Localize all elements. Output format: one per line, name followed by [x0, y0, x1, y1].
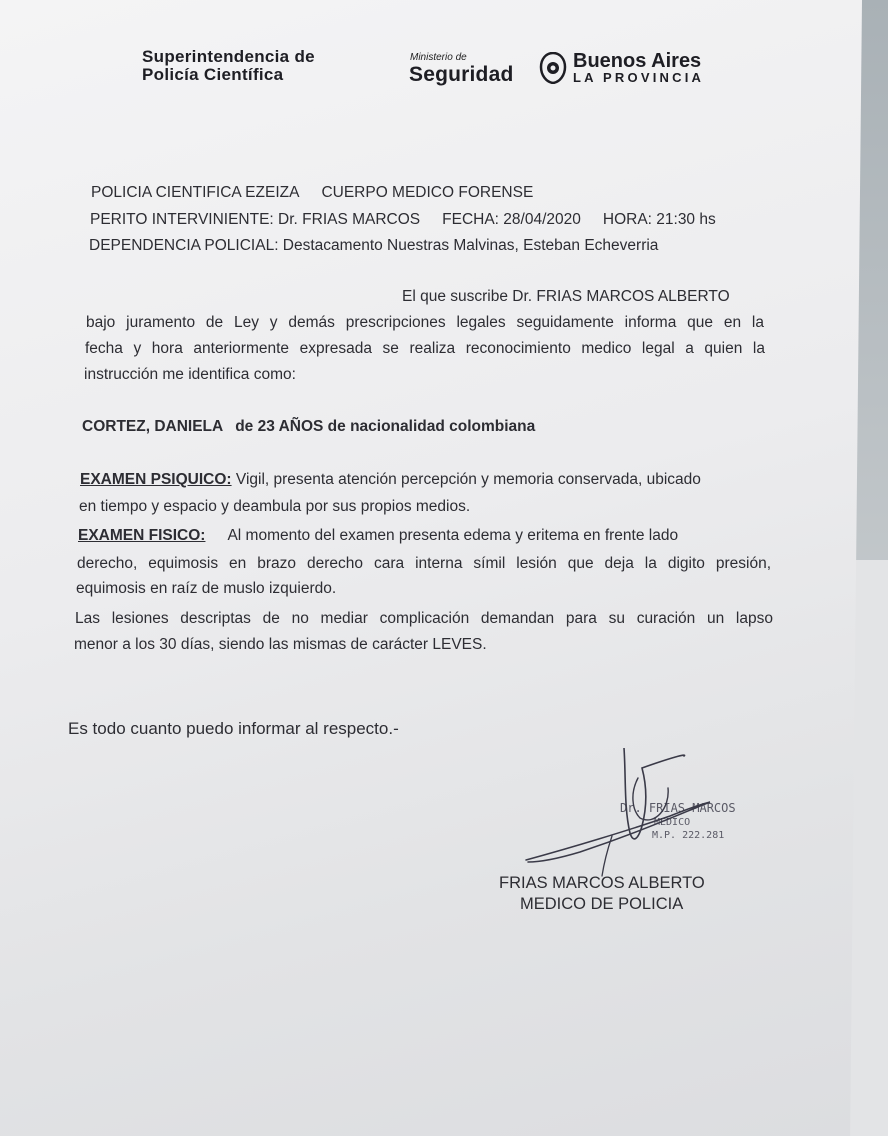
exam-fisico-label: EXAMEN FISICO: [78, 527, 206, 544]
subject-details: de 23 AÑOS de nacionalidad colombiana [235, 418, 536, 435]
exam-psiquico-label: EXAMEN PSIQUICO: [80, 471, 232, 488]
signature-name: FRIAS MARCOS ALBERTO [499, 874, 705, 892]
province-seal-icon [539, 52, 567, 84]
intro-line1: El que suscribe Dr. FRIAS MARCOS ALBERTO [402, 288, 730, 305]
meta-line2 [90, 211, 716, 229]
exam-fisico-line3: equimosis en raíz de muslo izquierdo. [76, 580, 337, 597]
header-org-line2: Policía Científica [142, 65, 284, 84]
exam-fisico-line1 [78, 527, 678, 545]
exam-conclusion-line1: Las lesiones descriptas de no mediar complicación demandan para su curación un lapso [75, 610, 773, 627]
closing-text: Es todo cuanto puedo informar al respecto.- [68, 719, 399, 738]
exam-psiquico-line1 [80, 471, 701, 489]
meta-dependencia: DEPENDENCIA POLICIAL: Destacamento Nuestras Malvinas, Esteban Echeverria [89, 237, 659, 254]
meta-hora: HORA: 21:30 hs [602, 211, 716, 228]
meta-fecha: FECHA: 28/04/2020 [442, 211, 581, 228]
exam-psiquico-line2: en tiempo y espacio y deambula por sus propios medios. [79, 498, 471, 515]
header-province-big: Buenos Aires [573, 50, 702, 72]
meta-body: CUERPO MEDICO FORENSE [321, 184, 534, 201]
signature-drawing [520, 748, 780, 878]
header-org-logo [142, 48, 315, 84]
header-ministry-big: Seguridad [409, 63, 514, 86]
exam-fisico-line2: derecho, equimosis en brazo derecho cara interna símil lesión que deja la digito presión, [77, 555, 771, 572]
exam-psiquico-text1: Vigil, presenta atención percepción y memoria conservada, ubicado [235, 471, 701, 488]
intro-line2: bajo juramento de Ley y demás prescripciones legales seguidamente informa que en la [86, 314, 764, 331]
header-province-small: LA PROVINCIA [573, 70, 705, 85]
exam-fisico-text1: Al momento del examen presenta edema y eritema en frente lado [227, 527, 679, 544]
signature-title: MEDICO DE POLICIA [520, 895, 684, 913]
header-org-line1: Superintendencia de [142, 47, 315, 66]
meta-perito: PERITO INTERVINIENTE: Dr. FRIAS MARCOS [90, 211, 421, 228]
stamp-name: Dr. FRIAS MARCOS [620, 801, 736, 815]
subject-name: CORTEZ, DANIELA [82, 418, 224, 435]
exam-conclusion-line2: menor a los 30 días, siendo las mismas de carácter LEVES. [74, 636, 487, 653]
intro-line3: fecha y hora anteriormente expresada se realiza reconocimiento medico legal a quien la [85, 340, 765, 357]
subject-line [82, 418, 535, 436]
stamp-mp: M.P. 222.281 [652, 830, 725, 841]
meta-unit: POLICIA CIENTIFICA EZEIZA [91, 184, 300, 201]
meta-line1 [91, 184, 533, 202]
intro-line4: instrucción me identifica como: [84, 366, 296, 383]
stamp-title: MEDICO [654, 817, 691, 828]
header-ministry-small: Ministerio de [410, 52, 467, 63]
